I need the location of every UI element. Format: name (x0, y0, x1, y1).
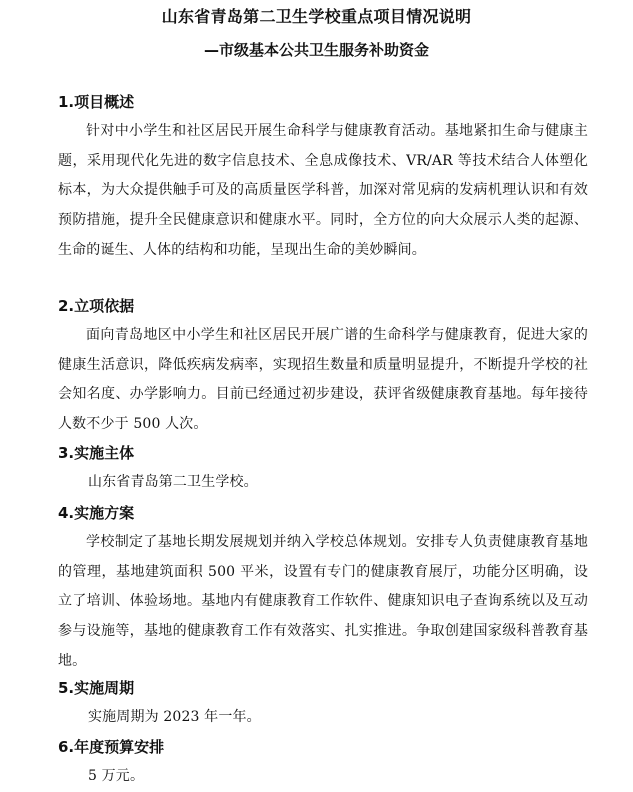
section-heading: 3.实施主体 (58, 444, 135, 462)
section-body: 山东省青岛第二卫生学校。 (88, 474, 258, 490)
section-heading: 1.项目概述 (58, 93, 135, 111)
section-body: 5 万元。 (88, 768, 145, 784)
section-heading: 5.实施周期 (58, 679, 135, 697)
section-project-overview (58, 91, 588, 266)
section-heading: 2.立项依据 (58, 297, 135, 315)
section-body: 针对中小学生和社区居民开展生命科学与健康教育活动。基地紧扣生命与健康主题，采用现代化先进的数字信息技术、全息成像技术、VR/AR 等技术结合人体塑化标本，为大众提供触手可及的高质量医学科普，加深对常见病的发病机理认识和有效预防措施，提升全民健康意识和健康水平。同时，全方位的向大众展示人类的起源、生命的诞生、人体的结构和功能，呈现出生命的美妙瞬间。 (58, 123, 588, 258)
section-implementation-plan (58, 502, 588, 677)
section-heading: 4.实施方案 (58, 504, 135, 522)
section-annual-budget (58, 736, 588, 792)
section-implementing-body (58, 442, 588, 498)
document-subtitle: —市级基本公共卫生服务补助资金 (203, 41, 429, 59)
section-implementation-period (58, 677, 588, 733)
section-body: 面向青岛地区中小学生和社区居民开展广谱的生命科学与健康教育，促进大家的健康生活意识，降低疾病发病率，实现招生数量和质量明显提升，不断提升学校的社会知名度、办学影响力。目前已经通过初步建设，获评省级健康教育基地。每年接待人数不少于 500 人次。 (58, 327, 588, 433)
section-body: 学校制定了基地长期发展规划并纳入学校总体规划。安排专人负责健康教育基地的管理，基地建筑面积 500 平米，设置有专门的健康教育展厅，功能分区明确，设立了培训、体验场地。基地内有健康教育工作软件、健康知识电子查询系统以及互动参与设施等，基地的健康教育工作有效落实、扎实推进。争取创建国家级科普教育基地。 (58, 534, 588, 669)
section-heading: 6.年度预算安排 (58, 738, 165, 756)
section-project-basis (58, 295, 588, 440)
document-title: 山东省青岛第二卫生学校重点项目情况说明 (161, 7, 472, 26)
section-body: 实施周期为 2023 年一年。 (88, 709, 261, 725)
